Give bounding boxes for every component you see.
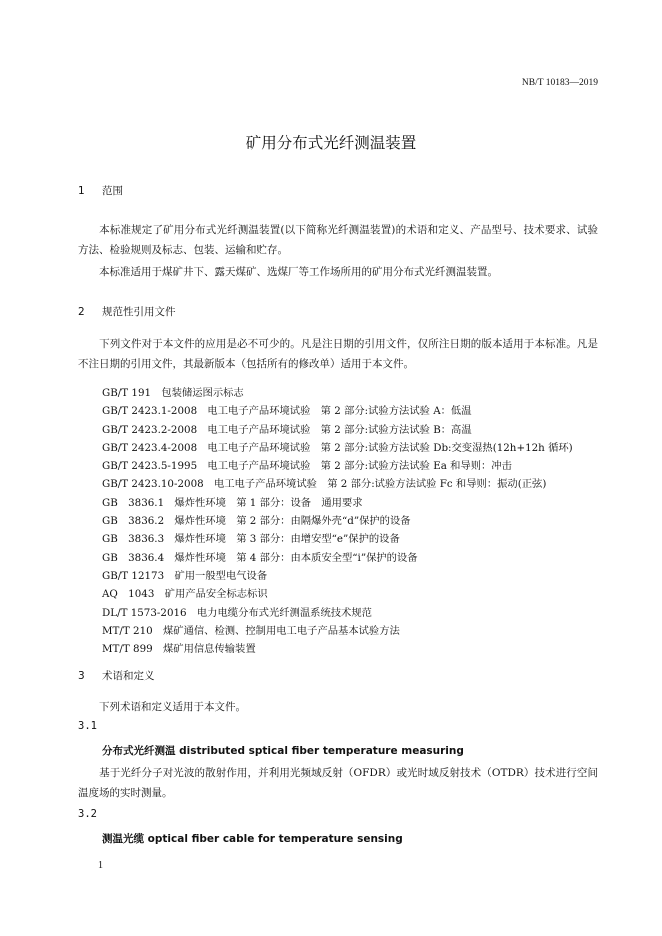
section-title: 范围 bbox=[102, 185, 123, 197]
reference-item: GB/T 191 包装储运图示标志 bbox=[102, 387, 244, 399]
reference-item: GB/T 12173 矿用一般型电气设备 bbox=[102, 569, 268, 582]
section-number: 1 bbox=[78, 185, 85, 197]
reference-item: GB 3836.4 爆炸性环境 第 4 部分：由本质安全型“i”保护的设备 bbox=[102, 551, 418, 564]
section-title: 术语和定义 bbox=[102, 670, 155, 682]
scope-paragraph-2 bbox=[78, 262, 598, 282]
paragraph-text: 本标准适用于煤矿井下、露天煤矿、选煤厂等工作场所用的矿用分布式光纤测温装置。 bbox=[99, 266, 498, 278]
paragraph-text: 本标准规定了矿用分布式光纤测温装置(以下简称光纤测温装置)的术语和定义、产品型号、技术要求、试验方法、检验规则及标志、包装、运输和贮存。 bbox=[78, 224, 598, 256]
term-definition bbox=[78, 763, 598, 803]
standard-number: NB/T 10183—2019 bbox=[521, 78, 598, 88]
reference-list bbox=[102, 384, 573, 658]
section-2-heading bbox=[78, 304, 176, 319]
paragraph-text: 基于光纤分子对光波的散射作用，并利用光频域反射（OFDR）或光时域反射技术（OTDR）技术进行空间温度场的实时测量。 bbox=[78, 767, 598, 799]
normative-refs-paragraph bbox=[78, 334, 598, 374]
scope-paragraph-1 bbox=[78, 220, 598, 260]
term-name: 测温光缆 optical fiber cable for temperature sensing bbox=[102, 833, 403, 845]
reference-item: GB/T 2423.4-2008 电工电子产品环境试验 第 2 部分:试验方法试验 Db:交变湿热(12h+12h 循环) bbox=[102, 441, 573, 454]
section-number: 2 bbox=[78, 306, 85, 318]
reference-item: GB/T 2423.2-2008 电工电子产品环境试验 第 2 部分:试验方法试验 B：高温 bbox=[102, 423, 472, 436]
section-number: 3 bbox=[78, 670, 85, 682]
reference-item: GB 3836.3 爆炸性环境 第 3 部分：由增安型“e”保护的设备 bbox=[102, 533, 400, 546]
reference-item: GB/T 2423.10-2008 电工电子产品环境试验 第 2 部分:试验方法试验 Fc 和导则：振动(正弦) bbox=[102, 478, 547, 491]
reference-item: GB/T 2423.5-1995 电工电子产品环境试验 第 2 部分:试验方法试验 Ea 和导则：冲击 bbox=[102, 460, 512, 473]
reference-item: MT/T 899 煤矿用信息传输装置 bbox=[102, 643, 256, 656]
term-number: 3.2 bbox=[78, 808, 97, 820]
reference-item: AQ 1043 矿用产品安全标志标识 bbox=[102, 588, 268, 601]
paragraph-text: 下列术语和定义适用于本文件。 bbox=[99, 701, 246, 713]
reference-item: MT/T 210 煤矿通信、检测、控制用电工电子产品基本试验方法 bbox=[102, 624, 400, 637]
reference-item: DL/T 1573-2016 电力电缆分布式光纤测温系统技术规范 bbox=[102, 606, 372, 619]
terms-intro-paragraph bbox=[78, 697, 598, 717]
document-title: 矿用分布式光纤测温装置 bbox=[245, 134, 417, 152]
section-title: 规范性引用文件 bbox=[102, 306, 176, 318]
section-3-heading bbox=[78, 668, 155, 683]
term-number: 3.1 bbox=[78, 720, 97, 732]
page-number: 1 bbox=[98, 860, 103, 871]
paragraph-text: 下列文件对于本文件的应用是必不可少的。凡是注日期的引用文件，仅所注日期的版本适用于本标准。凡是不注日期的引用文件，其最新版本（包括所有的修改单）适用于本文件。 bbox=[78, 338, 598, 370]
reference-item: GB/T 2423.1-2008 电工电子产品环境试验 第 2 部分:试验方法试验 A：低温 bbox=[102, 405, 472, 418]
term-name: 分布式光纤测温 distributed sptical fiber temperature measuring bbox=[102, 745, 464, 757]
reference-item: GB 3836.2 爆炸性环境 第 2 部分：由隔爆外壳“d”保护的设备 bbox=[102, 515, 411, 528]
section-1-heading bbox=[78, 183, 123, 198]
reference-item: GB 3836.1 爆炸性环境 第 1 部分：设备 通用要求 bbox=[102, 496, 363, 509]
